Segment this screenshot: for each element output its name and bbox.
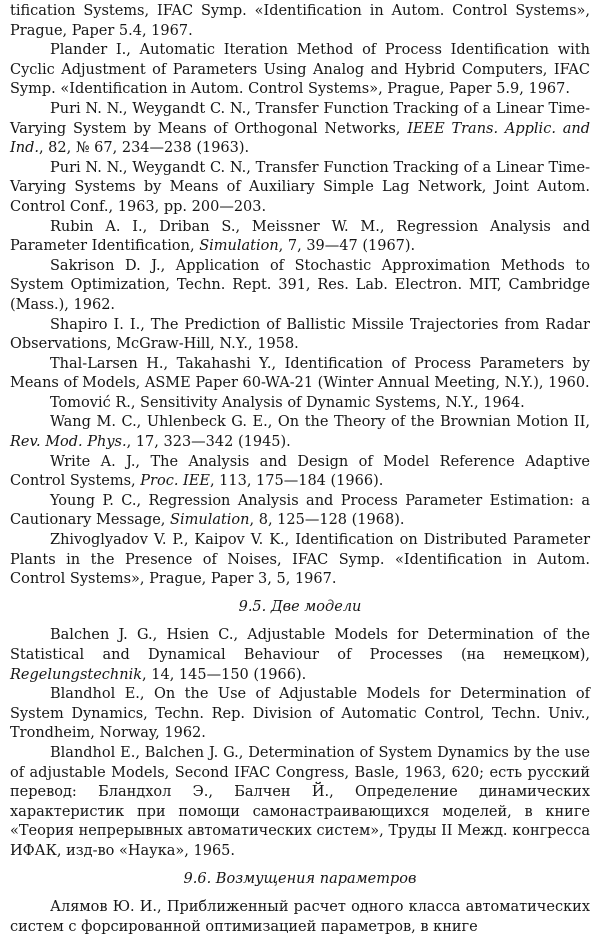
reference-entry xyxy=(10,159,590,218)
reference-text: , 8, 125—128 (1968). xyxy=(249,512,405,529)
reference-journal: IEEE Trans. Applic. and Ind. xyxy=(10,120,590,157)
reference-entry xyxy=(10,2,590,41)
reference-entry xyxy=(10,316,590,355)
reference-entry xyxy=(10,257,590,316)
section-heading-9-6: 9.6. Возмущения параметров xyxy=(183,870,417,887)
reference-text: tification Systems, IFAC Symp. «Identification in Autom. Control Systems», Prague, Paper 5.4, 1967. xyxy=(10,3,590,39)
reference-entry xyxy=(10,41,590,100)
reference-text: Shapiro I. I., The Prediction of Ballistic Missile Trajectories from Radar Observations, McGraw-Hill, N.Y., 1958. xyxy=(10,316,590,353)
reference-journal: Regelungstechnik xyxy=(10,666,143,683)
reference-text: Zhivoglyadov V. P., Kaipov V. K., Identification on Distributed Parameter Plants in the Presence of Noises, IFAC Symp. «Identification in Autom. Control Systems», Prague, Paper 3, 5, 1967. xyxy=(10,532,590,588)
reference-text: , 82, № 67, 234—238 (1963). xyxy=(38,140,250,157)
reference-journal: Simulation xyxy=(199,238,279,255)
reference-text: , 17, 323—342 (1945). xyxy=(126,434,291,451)
reference-text: Thal-Larsen H., Takahashi Y., Identification of Process Parameters by Means of Models, ASME Paper 60-WA-21 (Winter Annual Meeting, N.Y.), 1960. xyxy=(10,355,590,392)
reference-entry xyxy=(10,413,590,452)
reference-journal: Simulation xyxy=(170,512,250,529)
reference-entry xyxy=(10,218,590,257)
reference-text: Rubin A. I., Driban S., Meissner W. M., Regression Analysis and Parameter Identification, xyxy=(10,218,590,255)
reference-text: Алямов Ю. И., Приближенный расчет одного класса автоматических систем с форсированной оптимизацией параметров, в книге xyxy=(10,899,590,935)
reference-text: , 7, 39—47 (1967). xyxy=(278,238,416,255)
reference-entry xyxy=(10,355,590,394)
reference-text: Sakrison D. J., Application of Stochastic Approximation Methods to System Optimization, Techn. Rept. 391, Res. Lab. Electron. MIT, Cambridge (Mass.), 1962. xyxy=(10,257,590,313)
reference-entry xyxy=(10,100,590,159)
reference-text: Wang M. C., Uhlenbeck G. E., On the Theory of the Brownian Motion II, xyxy=(50,414,590,431)
reference-entry xyxy=(10,453,590,492)
reference-text: Write A. J., The Analysis and Design of Model Reference Adaptive Control Systems, xyxy=(10,453,590,490)
reference-text: Blandhol E., Balchen J. G., Determination of System Dynamics by the use of adjustable Models, Second IFAC Congress, Basle, 1963, 620; есть русский перевод: Бландхол Э., Балчен Й., Определение динамических характеристик при помощи самонастраивающихся моделей, в книге «Теория непрерывных автоматических систем», Труды II Межд. конгресса ИФАК, изд-во «Наука», 1965. xyxy=(10,744,590,859)
reference-entry xyxy=(10,685,590,744)
reference-entry xyxy=(10,626,590,685)
reference-text: Young P. C., Regression Analysis and Process Parameter Estimation: a Cautionary Message, xyxy=(10,492,590,529)
reference-journal: Proc. IEE xyxy=(140,473,210,490)
reference-text: Balchen J. G., Hsien C., Adjustable Models for Determination of the Statistical and Dynamical Behaviour of Processes (на немецком), xyxy=(10,627,590,663)
reference-text: Plander I., Automatic Iteration Method of Process Identification with Cyclic Adjustment of Parameters Using Analog and Hybrid Computers, IFAC Symp. «Identification in Autom. Control Systems», Prague, Paper 5.9, 1967. xyxy=(10,42,590,98)
reference-text: Tomović R., Sensitivity Analysis of Dynamic Systems, N.Y., 1964. xyxy=(50,394,525,411)
reference-text: , 113, 175—184 (1966). xyxy=(209,473,384,490)
reference-entry xyxy=(10,531,590,590)
reference-text: Puri N. N., Weygandt C. N., Transfer Function Tracking of a Linear Time-Varying Systems by Means of Auxiliary Simple Lag Network, Joint Autom. Control Conf., 1963, pp. 200—203. xyxy=(10,159,590,215)
reference-entry xyxy=(10,394,590,414)
reference-entry xyxy=(10,744,590,862)
reference-entry xyxy=(10,492,590,531)
reference-text: Puri N. N., Weygandt C. N., Transfer Function Tracking of a Linear Time-Varying System by Means of Orthogonal Networks, xyxy=(10,100,590,137)
reference-text: Blandhol E., On the Use of Adjustable Models for Determination of System Dynamics, Techn. Rep. Division of Automatic Control, Techn. Univ., Trondheim, Norway, 1962. xyxy=(10,686,590,742)
reference-entry xyxy=(10,898,590,937)
section-heading-9-5: 9.5. Две модели xyxy=(238,598,362,615)
reference-text: , 14, 145—150 (1966). xyxy=(142,666,307,683)
reference-journal: Rev. Mod. Phys. xyxy=(10,434,127,451)
